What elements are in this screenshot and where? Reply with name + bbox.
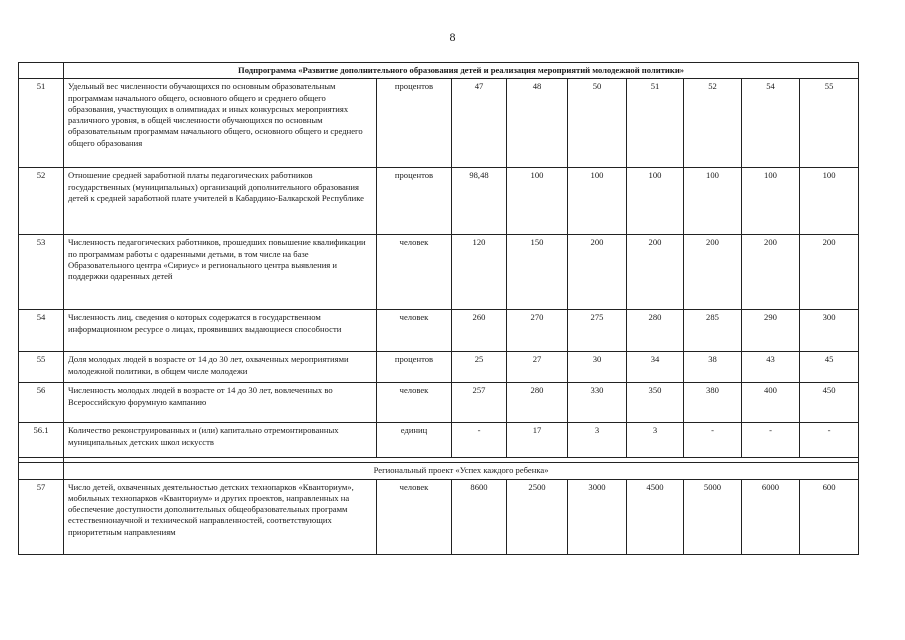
value-cell: 200 bbox=[568, 235, 627, 310]
unit-of-measure: человек bbox=[377, 235, 452, 310]
value-cell: 200 bbox=[742, 235, 800, 310]
page-number: 8 bbox=[449, 30, 456, 44]
indicator-name: Численность лиц, сведения о которых содержатся в государственном информационном ресурсе о лицах, проявивших выдающиеся способности bbox=[64, 310, 377, 352]
table-row bbox=[19, 423, 859, 458]
value-cell: 30 bbox=[568, 352, 627, 383]
value-cell: 54 bbox=[742, 79, 800, 168]
unit-of-measure: человек bbox=[377, 479, 452, 554]
row-number: 57 bbox=[19, 479, 64, 554]
subprogram-title: Подпрограмма «Развитие дополнительного образования детей и реализация мероприятий молодежной политики» bbox=[64, 63, 859, 79]
value-cell: - bbox=[684, 423, 742, 458]
table-body bbox=[19, 63, 859, 555]
table-row bbox=[19, 168, 859, 235]
indicator-name: Отношение средней заработной платы педагогических работников государственных (муниципальных) организаций дополнительного образования детей к средней заработной плате учителей в Кабардино-Балкарской Республике bbox=[64, 168, 377, 235]
value-cell: 270 bbox=[507, 310, 568, 352]
value-cell: 100 bbox=[507, 168, 568, 235]
indicator-name: Количество реконструированных и (или) капитально отремонтированных муниципальных детских школ искусств bbox=[64, 423, 377, 458]
indicator-name: Удельный вес численности обучающихся по основным образовательным программам начального общего, основного общего и среднего общего образования, участвующих в олимпиадах и иных конкурсных мероприятиях различного уровня, в общей численности обучающихся по основным образовательным программам начального общего, основного общего и среднего общего образования bbox=[64, 79, 377, 168]
value-cell: 3 bbox=[568, 423, 627, 458]
unit-of-measure: процентов bbox=[377, 168, 452, 235]
value-cell: 25 bbox=[452, 352, 507, 383]
value-cell: 280 bbox=[627, 310, 684, 352]
value-cell: 27 bbox=[507, 352, 568, 383]
value-cell: 300 bbox=[800, 310, 859, 352]
indicator-name: Численность молодых людей в возрасте от 14 до 30 лет, вовлеченных во Всероссийскую форумную кампанию bbox=[64, 383, 377, 423]
value-cell: 100 bbox=[742, 168, 800, 235]
value-cell: 120 bbox=[452, 235, 507, 310]
value-cell: 150 bbox=[507, 235, 568, 310]
regional-project-row bbox=[19, 463, 859, 479]
unit-of-measure: человек bbox=[377, 310, 452, 352]
value-cell: 260 bbox=[452, 310, 507, 352]
unit-of-measure: человек bbox=[377, 383, 452, 423]
value-cell: 200 bbox=[800, 235, 859, 310]
table-row bbox=[19, 383, 859, 423]
value-cell: 100 bbox=[800, 168, 859, 235]
subprogram-header-row bbox=[19, 63, 859, 79]
regional-project-title: Региональный проект «Успех каждого ребенка» bbox=[64, 463, 859, 479]
value-cell: 450 bbox=[800, 383, 859, 423]
table-row bbox=[19, 235, 859, 310]
value-cell: 290 bbox=[742, 310, 800, 352]
value-cell: 17 bbox=[507, 423, 568, 458]
value-cell: 4500 bbox=[627, 479, 684, 554]
unit-of-measure: единиц bbox=[377, 423, 452, 458]
value-cell: 2500 bbox=[507, 479, 568, 554]
value-cell: 8600 bbox=[452, 479, 507, 554]
value-cell: 600 bbox=[800, 479, 859, 554]
value-cell: 55 bbox=[800, 79, 859, 168]
value-cell: 100 bbox=[684, 168, 742, 235]
unit-of-measure: процентов bbox=[377, 79, 452, 168]
row-number: 54 bbox=[19, 310, 64, 352]
row-number: 52 bbox=[19, 168, 64, 235]
table-row bbox=[19, 479, 859, 554]
row-number: 53 bbox=[19, 235, 64, 310]
value-cell: 43 bbox=[742, 352, 800, 383]
value-cell: 380 bbox=[684, 383, 742, 423]
value-cell: 51 bbox=[627, 79, 684, 168]
indicator-name: Число детей, охваченных деятельностью детских технопарков «Кванториум», мобильных технопарков «Кванториум» и других проектов, направленных на обеспечение доступности дополнительных общеобразовательных программ естественнонаучной и технической направленностей, соответствующих приоритетным направлениям bbox=[64, 479, 377, 554]
table-row bbox=[19, 352, 859, 383]
value-cell: - bbox=[800, 423, 859, 458]
value-cell: 100 bbox=[568, 168, 627, 235]
value-cell: - bbox=[742, 423, 800, 458]
unit-of-measure: процентов bbox=[377, 352, 452, 383]
value-cell: 200 bbox=[627, 235, 684, 310]
value-cell: 5000 bbox=[684, 479, 742, 554]
value-cell: 45 bbox=[800, 352, 859, 383]
value-cell: 257 bbox=[452, 383, 507, 423]
value-cell: 330 bbox=[568, 383, 627, 423]
value-cell: 200 bbox=[684, 235, 742, 310]
value-cell: 38 bbox=[684, 352, 742, 383]
table-row bbox=[19, 79, 859, 168]
row-number: 56.1 bbox=[19, 423, 64, 458]
value-cell: 47 bbox=[452, 79, 507, 168]
row-number: 55 bbox=[19, 352, 64, 383]
value-cell: 6000 bbox=[742, 479, 800, 554]
value-cell: 3 bbox=[627, 423, 684, 458]
empty-cell bbox=[19, 463, 64, 479]
value-cell: 34 bbox=[627, 352, 684, 383]
value-cell: 50 bbox=[568, 79, 627, 168]
value-cell: 48 bbox=[507, 79, 568, 168]
indicators-table bbox=[18, 62, 859, 555]
value-cell: 350 bbox=[627, 383, 684, 423]
value-cell: 98,48 bbox=[452, 168, 507, 235]
value-cell: 400 bbox=[742, 383, 800, 423]
value-cell: 285 bbox=[684, 310, 742, 352]
row-number: 56 bbox=[19, 383, 64, 423]
value-cell: 3000 bbox=[568, 479, 627, 554]
table-row bbox=[19, 310, 859, 352]
indicator-name: Доля молодых людей в возрасте от 14 до 30 лет, охваченных мероприятиями молодежной политики, в общем числе молодежи bbox=[64, 352, 377, 383]
row-number: 51 bbox=[19, 79, 64, 168]
value-cell: 52 bbox=[684, 79, 742, 168]
value-cell: - bbox=[452, 423, 507, 458]
value-cell: 275 bbox=[568, 310, 627, 352]
value-cell: 280 bbox=[507, 383, 568, 423]
indicator-name: Численность педагогических работников, прошедших повышение квалификации по программам работы с одаренными детьми, в том числе на базе Образовательного центра «Сириус» и регионального центра выявления и поддержки одаренных детей bbox=[64, 235, 377, 310]
value-cell: 100 bbox=[627, 168, 684, 235]
